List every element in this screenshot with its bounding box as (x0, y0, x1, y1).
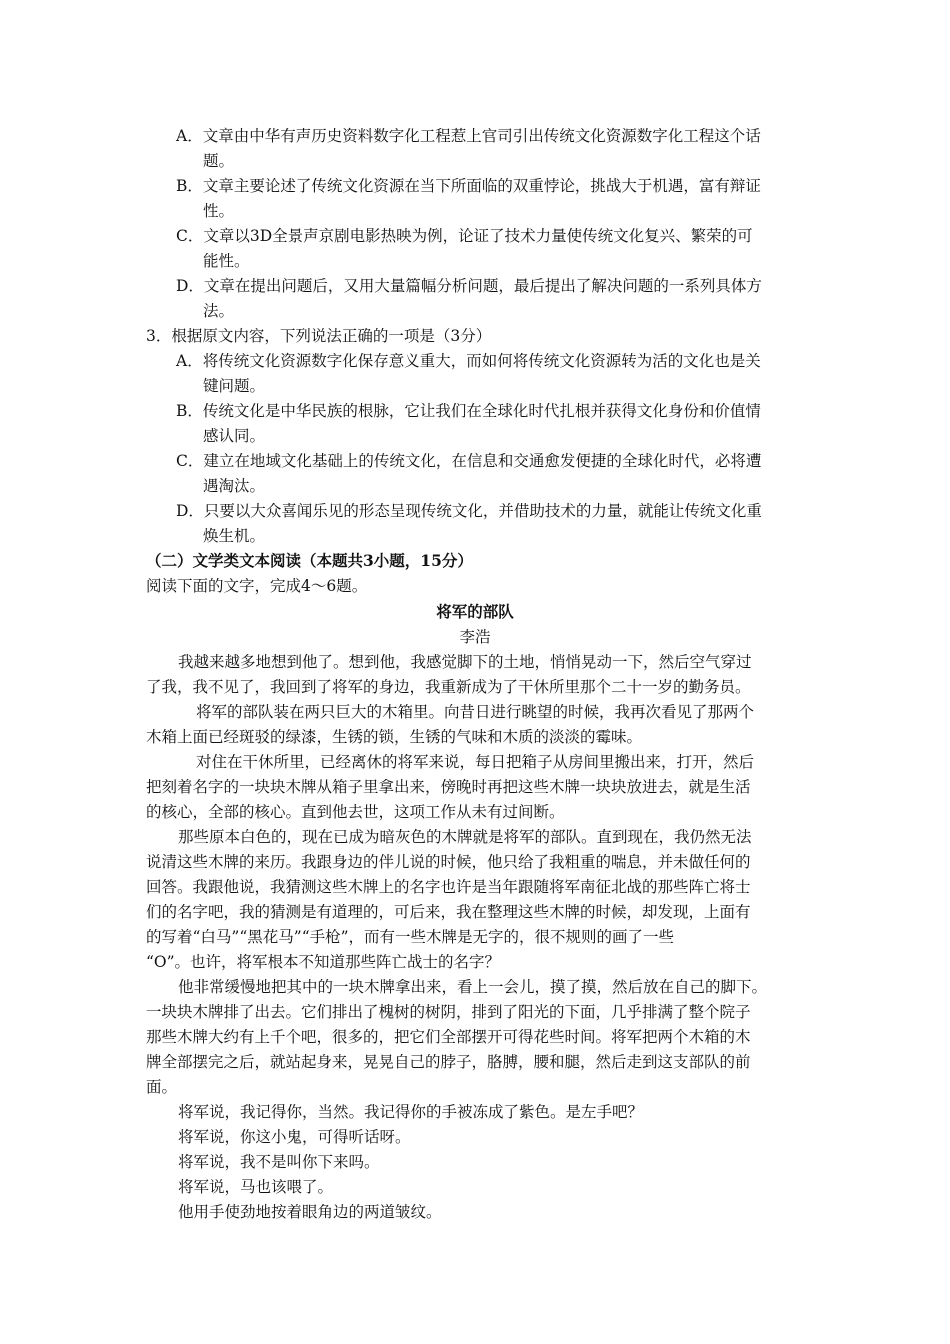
q3-option-a: A．将传统文化资源数字化保存意义重大，而如何将传统文化资源转为活的文化也是关 (176, 352, 761, 370)
story-line: 的写着“白马”“黑花马”“手枪”，而有一些木牌是无字的，很不规则的画了一些 (146, 928, 675, 946)
q2-option-b: B．文章主要论述了传统文化资源在当下所面临的双重悖论，挑战大于机遇，富有辩证 (176, 177, 761, 195)
story-line: 将军说，我不是叫你下来吗。 (178, 1153, 380, 1171)
story-line: 将军说，我记得你，当然。我记得你的手被冻成了紫色。是左手吧？ (178, 1103, 644, 1121)
story-line: 那些原本白色的，现在已成为暗灰色的木牌就是将军的部队。直到现在，我仍然无法 (178, 828, 752, 846)
story-line: 将军说，马也该喂了。 (178, 1178, 334, 1196)
q2-option-a: A．文章由中华有声历史资料数字化工程惹上官司引出传统文化资源数字化工程这个话 (176, 127, 761, 145)
q2-option-b-cont: 性。 (203, 202, 235, 220)
q3-option-a-cont: 键问题。 (203, 377, 266, 395)
q2-option-d: D．文章在提出问题后，又用大量篇幅分析问题，最后提出了解决问题的一系列具体方 (176, 277, 762, 295)
story-title: 将军的部队 (436, 602, 514, 621)
story-line: 牌全部摆完之后，就站起身来，晃晃自己的脖子，胳膊，腰和腿，然后走到这支部队的前 (146, 1053, 751, 1071)
story-line: 他用手使劲地按着眼角边的两道皱纹。 (178, 1203, 442, 1221)
story-line: 回答。我跟他说，我猜测这些木牌上的名字也许是当年跟随将军南征北战的那些阵亡将士 (146, 878, 751, 896)
section-instruction: 阅读下面的文字，完成4～6题。 (146, 577, 368, 595)
story-line: 将军的部队装在两只巨大的木箱里。向昔日进行眺望的时候，我再次看见了那两个 (196, 703, 755, 721)
q3-stem: 3．根据原文内容，下列说法正确的一项是（3分） (146, 327, 492, 345)
q2-option-c: C．文章以3D全景声京剧电影热映为例，论证了技术力量使传统文化复兴、繁荣的可 (176, 227, 753, 245)
q2-option-d-cont: 法。 (203, 302, 235, 320)
story-line: 他非常缓慢地把其中的一块木牌拿出来，看上一会儿，摸了摸，然后放在自己的脚下。 (178, 978, 768, 996)
q2-option-c-cont: 能性。 (203, 252, 250, 270)
q3-option-d-cont: 焕生机。 (203, 527, 266, 545)
story-line: “O”。也许，将军根本不知道那些阵亡战士的名字？ (146, 953, 501, 971)
q3-option-d: D．只要以大众喜闻乐见的形态呈现传统文化，并借助技术的力量，就能让传统文化重 (176, 502, 762, 520)
story-line: 面。 (146, 1078, 178, 1096)
q3-option-c-cont: 遇淘汰。 (203, 477, 266, 495)
story-line: 那些木牌大约有上千个吧，很多的，把它们全部摆开可得花些时间。将军把两个木箱的木 (146, 1028, 751, 1046)
story-line: 将军说，你这小鬼，可得听话呀。 (178, 1128, 411, 1146)
story-line: 们的名字吧，我的猜测是有道理的，可后来，我在整理这些木牌的时候，却发现，上面有 (146, 903, 751, 921)
story-line: 把刻着名字的一块块木牌从箱子里拿出来，傍晚时再把这些木牌一块块放进去，就是生活 (146, 778, 751, 796)
q3-option-c: C．建立在地域文化基础上的传统文化，在信息和交通愈发便捷的全球化时代，必将遭 (176, 452, 762, 470)
story-line: 对住在干休所里，已经离休的将军来说，每日把箱子从房间里搬出来，打开，然后 (196, 753, 755, 771)
section-heading: （二）文学类文本阅读（本题共3小题，15分） (146, 551, 473, 570)
story-line: 木箱上面已经斑驳的绿漆，生锈的锁，生锈的气味和木质的淡淡的霉味。 (146, 728, 643, 746)
q3-option-b-cont: 感认同。 (203, 427, 266, 445)
story-line: 的核心，全部的核心。直到他去世，这项工作从未有过间断。 (146, 803, 565, 821)
q2-option-a-cont: 题。 (203, 152, 235, 170)
story-line: 说清这些木牌的来历。我跟身边的伴儿说的时候，他只给了我粗重的喘息，并未做任何的 (146, 853, 751, 871)
story-line: 我越来越多地想到他了。想到他，我感觉脚下的土地，悄悄晃动一下，然后空气穿过 (178, 653, 752, 671)
story-author: 李浩 (459, 628, 491, 646)
story-line: 一块块木牌排了出去。它们排出了槐树的树阴，排到了阳光的下面，几乎排满了整个院子 (146, 1003, 751, 1021)
story-line: 了我，我不见了，我回到了将军的身边，我重新成为了干休所里那个二十一岁的勤务员。 (146, 678, 751, 696)
q3-option-b: B．传统文化是中华民族的根脉，它让我们在全球化时代扎根并获得文化身份和价值情 (176, 402, 761, 420)
